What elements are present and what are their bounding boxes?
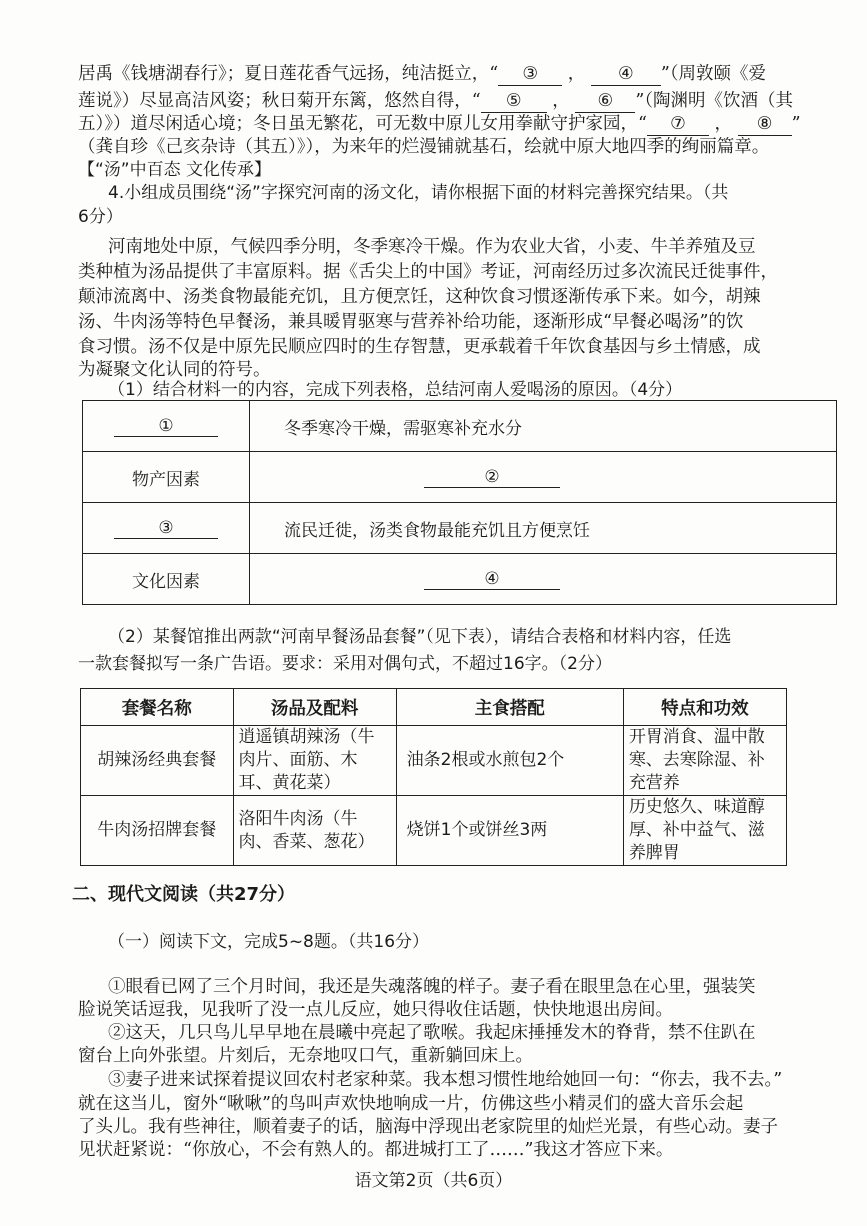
column-header: 特点和功效	[623, 689, 786, 726]
subquestion-2-cont: 一款套餐拟写一条广告语。要求：采用对偶句式，不超过16字。（2分）	[78, 654, 612, 674]
answer-blank[interactable]: ①	[114, 416, 218, 437]
poem-text: ”	[791, 114, 801, 134]
passage-line: 窗台上向外张望。片刻后，无奈地叹口气，重新躺回床上。	[78, 1046, 533, 1066]
poem-line-1: 居禹《钱塘湖春行》；夏日莲花香气远扬，纯洁挺立，“ ③ ， ④ ”（周敦颐《爱	[78, 64, 767, 84]
table-cell: 逍遥镇胡辣汤（牛肉片、面筋、木耳、黄花菜）	[233, 726, 396, 796]
reason-table	[82, 400, 837, 605]
table-cell: 流民迁徙，汤类食物最能充饥且方便烹饪	[250, 503, 837, 554]
answer-blank[interactable]: ⑧	[738, 113, 792, 136]
poem-text: ”（周敦颐《爱	[660, 64, 767, 84]
table-row	[83, 554, 837, 605]
answer-blank[interactable]: ②	[424, 467, 560, 488]
material-line: 颠沛流离中、汤类食物最能充饥，且方便烹饪，这种饮食习惯逐渐传承下来。如今，胡辣	[78, 287, 761, 307]
column-header: 主食搭配	[396, 689, 623, 726]
table-cell	[83, 503, 250, 554]
table-cell: 牛肉汤招牌套餐	[81, 796, 234, 866]
table-row	[81, 726, 787, 796]
material-line: 食习惯。汤不仅是中原先民顺应四时的生存智慧，更承载着千年饮食基因与乡土情感，成	[78, 337, 761, 357]
table-row	[81, 796, 787, 866]
section-heading: 【“汤”中百态 文化传承】	[78, 160, 272, 180]
table-cell: 烧饼1个或饼丝3两	[396, 796, 623, 866]
material-line: 为凝聚文化认同的符号。	[78, 360, 271, 380]
table-header-row	[81, 689, 787, 726]
passage-line: ③妻子进来试探着提议回农村老家种菜。我本想习惯性地给她回一句：“你去，我不去。”	[108, 1070, 783, 1090]
answer-blank[interactable]: ⑥	[575, 90, 635, 113]
passage-line: 见状赶紧说：“你放心，不会有熟人的。都进城打工了……”我这才答应下来。	[78, 1140, 674, 1160]
passage-line: 就在这当儿，窗外“啾啾”的鸟叫声欢快地响成一片，仿佛这些小精灵们的盛大音乐会起	[78, 1094, 744, 1114]
question-4-cont: 6分）	[78, 207, 123, 227]
poem-line-2: 莲说》）尽显高洁风姿；秋日菊开东篱，悠然自得，“ ⑤ ， ⑥ ”（陶渊明《饮酒（其	[78, 91, 794, 111]
subquestion-1: （1）结合材料一的内容，完成下列表格，总结河南人爱喝汤的原因。（4分）	[108, 380, 683, 400]
material-line: 汤、牛肉汤等特色早餐汤，兼具暖胃驱寒与营养补给功能，逐渐形成“早餐必喝汤”的饮	[78, 312, 744, 332]
page-footer: 语文第2页（共6页）	[354, 1171, 513, 1191]
table-cell: 冬季寒冷干燥，需驱寒补充水分	[250, 401, 837, 452]
table-cell	[250, 554, 837, 605]
part-2-subheading: （一）阅读下文，完成5~8题。（共16分）	[108, 932, 430, 952]
material-line: 河南地处中原，气候四季分明，冬季寒冷干燥。作为农业大省，小麦、牛羊养殖及豆	[108, 237, 756, 257]
answer-blank[interactable]: ④	[424, 569, 560, 590]
table-row	[83, 401, 837, 452]
table-row	[83, 452, 837, 503]
part-2-heading: 二、现代文阅读（共27分）	[72, 884, 296, 905]
table-cell: 开胃消食、温中散寒、去寒除湿、补充营养	[623, 726, 786, 796]
poem-text: 居禹《钱塘湖春行》；夏日莲花香气远扬，纯洁挺立，“	[78, 64, 499, 84]
poem-text: ”（陶渊明《饮酒（其	[635, 91, 794, 111]
table-cell: 油条2根或水煎包2个	[396, 726, 623, 796]
question-4: 4.小组成员围绕“汤”字探究河南的汤文化，请你根据下面的材料完善探究结果。（共	[108, 183, 729, 203]
table-cell: 洛阳牛肉汤（牛肉、香菜、葱花）	[233, 796, 396, 866]
set-meal-table	[80, 688, 787, 866]
poem-text: 五）》）道尽闲适心境；冬日虽无繁花，可无数中原儿女用拳献守护家园，“	[78, 114, 647, 134]
table-cell	[250, 452, 837, 503]
passage-line: 了头儿。我有些神往，顺着妻子的话，脑海中浮现出老家院里的灿烂光景，有些心动。妻子	[78, 1117, 778, 1137]
answer-blank[interactable]: ③	[114, 518, 218, 539]
passage-line: ①眼看已网了三个月时间，我还是失魂落魄的样子。妻子看在眼里急在心里，强装笑	[108, 977, 756, 997]
table-cell: 文化因素	[83, 554, 250, 605]
answer-blank[interactable]: ⑦	[647, 113, 709, 136]
passage-line: ②这天，几只鸟儿早早地在晨曦中亮起了歌喉。我起床捶捶发木的脊背，禁不住趴在	[108, 1023, 756, 1043]
poem-line-3: 五）》）道尽闲适心境；冬日虽无繁花，可无数中原儿女用拳献守护家园，“ ⑦ ， ⑧ ”	[78, 114, 801, 134]
poem-line-4: （龚自珍《己亥杂诗（其五）》），为来年的烂漫铺就基石，绘就中原大地四季的绚丽篇章。	[78, 137, 770, 157]
passage-line: 脸说笑话逗我，见我听了没一点儿反应，她只得收住话题，快快地退出房间。	[78, 1000, 673, 1020]
column-header: 汤品及配料	[233, 689, 396, 726]
material-line: 类种植为汤品提供了丰富原料。据《舌尖上的中国》考证，河南经历过多次流民迁徙事件，	[78, 262, 778, 282]
table-cell	[83, 401, 250, 452]
table-cell: 物产因素	[83, 452, 250, 503]
column-header: 套餐名称	[81, 689, 234, 726]
poem-text: 莲说》）尽显高洁风姿；秋日菊开东篱，悠然自得，“	[78, 91, 481, 111]
subquestion-2: （2）某餐馆推出两款“河南早餐汤品套餐”（见下表），请结合表格和材料内容，任选	[108, 627, 732, 647]
answer-blank[interactable]: ③	[498, 63, 562, 86]
table-cell: 胡辣汤经典套餐	[81, 726, 234, 796]
table-row	[83, 503, 837, 554]
answer-blank[interactable]: ④	[591, 63, 661, 86]
table-cell: 历史悠久、味道醇厚、补中益气、滋养脾胃	[623, 796, 786, 866]
answer-blank[interactable]: ⑤	[481, 90, 547, 113]
